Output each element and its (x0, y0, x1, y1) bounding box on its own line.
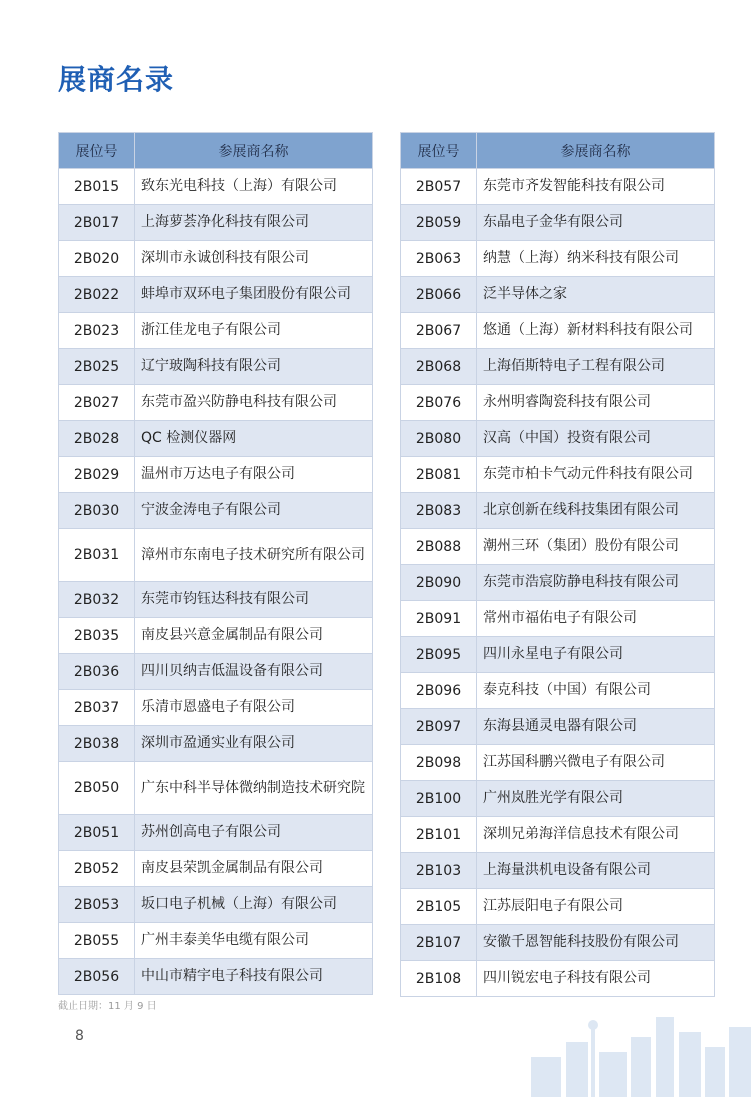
booth-number: 2B015 (59, 169, 135, 205)
booth-number: 2B101 (401, 817, 477, 853)
booth-number: 2B090 (401, 565, 477, 601)
table-row (59, 887, 373, 923)
table-row (59, 385, 373, 421)
booth-number: 2B031 (59, 529, 135, 582)
city-skyline-decoration (491, 987, 751, 1097)
table-row (401, 385, 715, 421)
table-row (59, 690, 373, 726)
exhibitor-name: 广州岚胜光学有限公司 (477, 781, 715, 817)
table-row (401, 709, 715, 745)
booth-number: 2B103 (401, 853, 477, 889)
exhibitor-name: 坂口电子机械（上海）有限公司 (135, 887, 373, 923)
booth-number: 2B027 (59, 385, 135, 421)
exhibitor-table-left (58, 132, 373, 995)
exhibitor-name: 东莞市盈兴防静电科技有限公司 (135, 385, 373, 421)
booth-number: 2B081 (401, 457, 477, 493)
table-row (401, 529, 715, 565)
booth-number: 2B107 (401, 925, 477, 961)
booth-number: 2B037 (59, 690, 135, 726)
booth-number: 2B028 (59, 421, 135, 457)
exhibitor-name: 泛半导体之家 (477, 277, 715, 313)
booth-number: 2B068 (401, 349, 477, 385)
exhibitor-name: 广州丰泰美华电缆有限公司 (135, 923, 373, 959)
booth-number: 2B097 (401, 709, 477, 745)
table-row (401, 241, 715, 277)
exhibitor-name: 江苏辰阳电子有限公司 (477, 889, 715, 925)
booth-number: 2B057 (401, 169, 477, 205)
table-row (401, 853, 715, 889)
exhibitor-name: 悠通（上海）新材料科技有限公司 (477, 313, 715, 349)
table-row (59, 815, 373, 851)
exhibitor-name: QC 检测仪器网 (135, 421, 373, 457)
table-row (59, 923, 373, 959)
booth-number: 2B066 (401, 277, 477, 313)
exhibitor-name: 深圳市盈通实业有限公司 (135, 726, 373, 762)
table-row (59, 493, 373, 529)
table-row (59, 421, 373, 457)
table-row (59, 529, 373, 582)
exhibitor-name: 漳州市东南电子技术研究所有限公司 (135, 529, 373, 582)
table-row (401, 205, 715, 241)
exhibitor-name: 东晶电子金华有限公司 (477, 205, 715, 241)
exhibitor-name: 上海量洪机电设备有限公司 (477, 853, 715, 889)
column-header-exhibitor: 参展商名称 (477, 133, 715, 169)
exhibitor-name: 宁波金涛电子有限公司 (135, 493, 373, 529)
booth-number: 2B076 (401, 385, 477, 421)
table-row (59, 241, 373, 277)
column-header-booth: 展位号 (401, 133, 477, 169)
exhibitor-name: 上海萝荟净化科技有限公司 (135, 205, 373, 241)
exhibitor-name: 浙江佳龙电子有限公司 (135, 313, 373, 349)
table-row (401, 637, 715, 673)
table-row (401, 673, 715, 709)
exhibitor-name: 汉高（中国）投资有限公司 (477, 421, 715, 457)
booth-number: 2B091 (401, 601, 477, 637)
exhibitor-name: 北京创新在线科技集团有限公司 (477, 493, 715, 529)
exhibitor-name: 南皮县荣凯金属制品有限公司 (135, 851, 373, 887)
exhibitor-name: 潮州三环（集团）股份有限公司 (477, 529, 715, 565)
exhibitor-name: 广东中科半导体微纳制造技术研究院 (135, 762, 373, 815)
booth-number: 2B059 (401, 205, 477, 241)
exhibitor-name: 南皮县兴意金属制品有限公司 (135, 618, 373, 654)
table-row (59, 618, 373, 654)
table-row (401, 745, 715, 781)
table-row (59, 959, 373, 995)
exhibitor-name: 上海佰斯特电子工程有限公司 (477, 349, 715, 385)
booth-number: 2B080 (401, 421, 477, 457)
exhibitor-name: 蚌埠市双环电子集团股份有限公司 (135, 277, 373, 313)
table-row (401, 493, 715, 529)
booth-number: 2B022 (59, 277, 135, 313)
booth-number: 2B029 (59, 457, 135, 493)
booth-number: 2B055 (59, 923, 135, 959)
exhibitor-name: 深圳兄弟海洋信息技术有限公司 (477, 817, 715, 853)
page-number: 8 (75, 1028, 84, 1044)
exhibitor-name: 东莞市柏卡气动元件科技有限公司 (477, 457, 715, 493)
booth-number: 2B038 (59, 726, 135, 762)
table-row (401, 457, 715, 493)
exhibitor-name: 永州明睿陶瓷科技有限公司 (477, 385, 715, 421)
exhibitor-name: 乐清市恩盛电子有限公司 (135, 690, 373, 726)
booth-number: 2B025 (59, 349, 135, 385)
exhibitor-name: 四川贝纳吉低温设备有限公司 (135, 654, 373, 690)
booth-number: 2B096 (401, 673, 477, 709)
table-row (59, 169, 373, 205)
exhibitor-name: 苏州创高电子有限公司 (135, 815, 373, 851)
booth-number: 2B108 (401, 961, 477, 997)
table-row (401, 421, 715, 457)
exhibitor-name: 致东光电科技（上海）有限公司 (135, 169, 373, 205)
exhibitor-name: 江苏国科鹏兴微电子有限公司 (477, 745, 715, 781)
exhibitor-table-right (400, 132, 715, 997)
booth-number: 2B100 (401, 781, 477, 817)
table-row (59, 726, 373, 762)
table-row (401, 565, 715, 601)
exhibitor-name: 深圳市永诚创科技有限公司 (135, 241, 373, 277)
table-row (401, 313, 715, 349)
booth-number: 2B051 (59, 815, 135, 851)
booth-number: 2B067 (401, 313, 477, 349)
booth-number: 2B056 (59, 959, 135, 995)
table-row (401, 277, 715, 313)
page-title: 展商名录 (58, 63, 175, 96)
table-row (401, 889, 715, 925)
exhibitor-name: 纳慧（上海）纳米科技有限公司 (477, 241, 715, 277)
booth-number: 2B036 (59, 654, 135, 690)
exhibitor-name: 东莞市钧钰达科技有限公司 (135, 582, 373, 618)
table-row (59, 313, 373, 349)
table-row (59, 349, 373, 385)
booth-number: 2B035 (59, 618, 135, 654)
exhibitor-name: 常州市福佑电子有限公司 (477, 601, 715, 637)
exhibitor-name: 辽宁玻陶科技有限公司 (135, 349, 373, 385)
booth-number: 2B032 (59, 582, 135, 618)
table-row (59, 851, 373, 887)
exhibitor-name: 东莞市齐发智能科技有限公司 (477, 169, 715, 205)
booth-number: 2B063 (401, 241, 477, 277)
booth-number: 2B095 (401, 637, 477, 673)
table-row (59, 457, 373, 493)
table-row (401, 601, 715, 637)
booth-number: 2B023 (59, 313, 135, 349)
table-row (59, 205, 373, 241)
table-row (401, 817, 715, 853)
table-row (59, 762, 373, 815)
exhibitor-name: 安徽千恩智能科技股份有限公司 (477, 925, 715, 961)
table-row (401, 169, 715, 205)
booth-number: 2B052 (59, 851, 135, 887)
booth-number: 2B030 (59, 493, 135, 529)
table-row (401, 925, 715, 961)
table-row (401, 349, 715, 385)
exhibitor-name: 温州市万达电子有限公司 (135, 457, 373, 493)
exhibitor-name: 东莞市浩宸防静电科技有限公司 (477, 565, 715, 601)
booth-number: 2B053 (59, 887, 135, 923)
exhibitor-name: 东海县通灵电器有限公司 (477, 709, 715, 745)
booth-number: 2B017 (59, 205, 135, 241)
table-row (401, 781, 715, 817)
booth-number: 2B050 (59, 762, 135, 815)
column-header-exhibitor: 参展商名称 (135, 133, 373, 169)
booth-number: 2B105 (401, 889, 477, 925)
booth-number: 2B083 (401, 493, 477, 529)
exhibitor-name: 泰克科技（中国）有限公司 (477, 673, 715, 709)
exhibitor-name: 四川锐宏电子科技有限公司 (477, 961, 715, 997)
cutoff-date-note: 截止日期：11 月 9 日 (58, 1001, 157, 1012)
table-row (59, 277, 373, 313)
exhibitor-name: 四川永星电子有限公司 (477, 637, 715, 673)
booth-number: 2B020 (59, 241, 135, 277)
booth-number: 2B088 (401, 529, 477, 565)
booth-number: 2B098 (401, 745, 477, 781)
exhibitor-name: 中山市精宇电子科技有限公司 (135, 959, 373, 995)
table-row (59, 654, 373, 690)
column-header-booth: 展位号 (59, 133, 135, 169)
table-row (59, 582, 373, 618)
